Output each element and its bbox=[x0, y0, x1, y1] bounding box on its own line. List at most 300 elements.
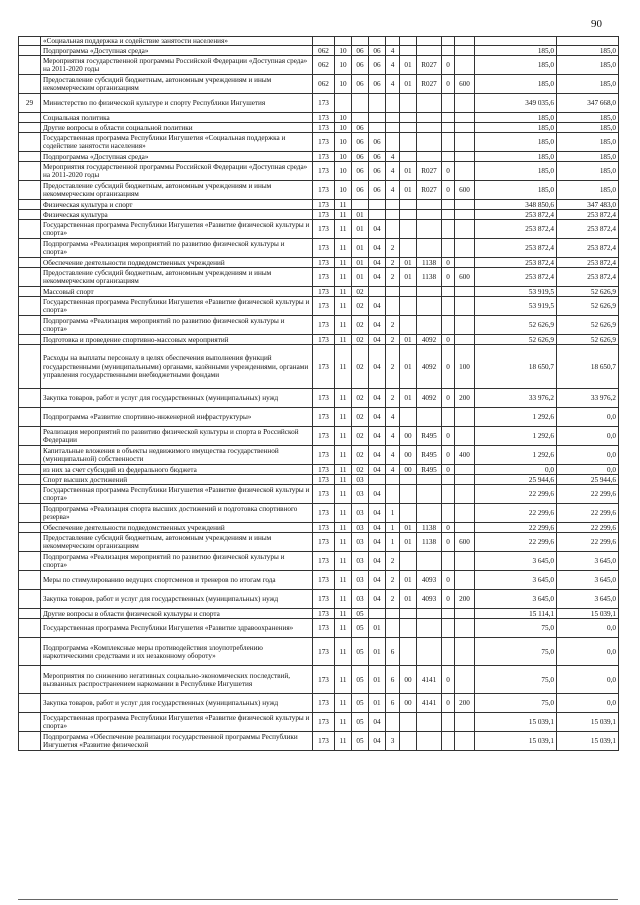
code-subprogram: 1 bbox=[386, 533, 400, 552]
code-subprogram: 4 bbox=[386, 465, 400, 475]
code-subprogram: 4 bbox=[386, 56, 400, 75]
code-section: 11 bbox=[335, 258, 352, 268]
code-subprogram: 6 bbox=[386, 666, 400, 694]
table-body bbox=[19, 37, 619, 751]
amount-2020: 15 039,1 bbox=[557, 713, 619, 732]
code-extra bbox=[442, 210, 455, 220]
code-program: 04 bbox=[369, 220, 386, 239]
row-number bbox=[19, 465, 41, 475]
budget-table bbox=[18, 36, 619, 751]
row-number bbox=[19, 200, 41, 210]
row-name: Расходы на выплаты персоналу в целях обеспечения выполнения функций государственными (муниципальными) органами, казёнными учреждениями, органами управления государственными внебюджетными фондами bbox=[41, 345, 313, 389]
code-expense-type bbox=[455, 152, 475, 162]
row-number bbox=[19, 571, 41, 590]
code-subprogram bbox=[386, 123, 400, 133]
code-program bbox=[369, 94, 386, 113]
row-name: Государственная программа Республики Ингушетия «Развитие физической культуры и спорта» bbox=[41, 297, 313, 316]
code-section: 11 bbox=[335, 666, 352, 694]
amount-2020: 52 626,9 bbox=[557, 335, 619, 345]
code-subprogram: 2 bbox=[386, 239, 400, 258]
amount-2019: 75,0 bbox=[475, 638, 557, 666]
row-name: Другие вопросы в области социальной политики bbox=[41, 123, 313, 133]
row-name: Подпрограмма «Доступная среда» bbox=[41, 152, 313, 162]
table-row bbox=[19, 268, 619, 287]
code-subsection: 02 bbox=[352, 287, 369, 297]
code-program bbox=[369, 609, 386, 619]
amount-2020: 185,0 bbox=[557, 123, 619, 133]
amount-2020: 347 483,0 bbox=[557, 200, 619, 210]
code-program: 04 bbox=[369, 345, 386, 389]
amount-2019: 253 872,4 bbox=[475, 220, 557, 239]
code-subprogram bbox=[386, 210, 400, 220]
code-subsection bbox=[352, 200, 369, 210]
code-event bbox=[400, 200, 417, 210]
amount-2019: 53 919,5 bbox=[475, 297, 557, 316]
code-program: 04 bbox=[369, 732, 386, 751]
row-number bbox=[19, 389, 41, 408]
code-section: 11 bbox=[335, 427, 352, 446]
code-direction: 1138 bbox=[417, 523, 442, 533]
code-subprogram: 2 bbox=[386, 552, 400, 571]
code-ministry: 173 bbox=[313, 571, 335, 590]
code-expense-type: 600 bbox=[455, 75, 475, 94]
code-subsection: 05 bbox=[352, 713, 369, 732]
code-direction bbox=[417, 37, 442, 46]
code-subsection: 01 bbox=[352, 210, 369, 220]
code-event: 01 bbox=[400, 181, 417, 200]
row-number bbox=[19, 619, 41, 638]
code-ministry: 173 bbox=[313, 523, 335, 533]
amount-2020: 0,0 bbox=[557, 427, 619, 446]
code-direction bbox=[417, 113, 442, 123]
code-section: 10 bbox=[335, 113, 352, 123]
code-subsection: 03 bbox=[352, 485, 369, 504]
code-extra: 0 bbox=[442, 446, 455, 465]
code-extra bbox=[442, 485, 455, 504]
table-row bbox=[19, 162, 619, 181]
code-direction bbox=[417, 94, 442, 113]
code-subsection: 02 bbox=[352, 297, 369, 316]
code-extra: 0 bbox=[442, 162, 455, 181]
code-ministry: 173 bbox=[313, 94, 335, 113]
table-row bbox=[19, 465, 619, 475]
amount-2019: 18 650,7 bbox=[475, 345, 557, 389]
code-subsection bbox=[352, 94, 369, 113]
code-section: 11 bbox=[335, 590, 352, 609]
code-expense-type bbox=[455, 408, 475, 427]
code-subprogram bbox=[386, 485, 400, 504]
amount-2020: 347 668,0 bbox=[557, 94, 619, 113]
amount-2020 bbox=[557, 37, 619, 46]
code-direction: 4092 bbox=[417, 335, 442, 345]
code-subsection: 03 bbox=[352, 571, 369, 590]
amount-2019: 185,0 bbox=[475, 181, 557, 200]
amount-2019: 253 872,4 bbox=[475, 239, 557, 258]
row-name: Капитальные вложения в объекты недвижимого имущества государственной (муниципальной) собственности bbox=[41, 446, 313, 465]
table-row bbox=[19, 297, 619, 316]
code-extra bbox=[442, 133, 455, 152]
code-section: 11 bbox=[335, 694, 352, 713]
code-expense-type bbox=[455, 485, 475, 504]
code-event bbox=[400, 638, 417, 666]
code-subprogram bbox=[386, 609, 400, 619]
amount-2019: 22 299,6 bbox=[475, 504, 557, 523]
code-section: 11 bbox=[335, 533, 352, 552]
code-subsection: 03 bbox=[352, 533, 369, 552]
row-number bbox=[19, 475, 41, 485]
amount-2019: 0,0 bbox=[475, 465, 557, 475]
code-extra: 0 bbox=[442, 694, 455, 713]
code-event: 01 bbox=[400, 162, 417, 181]
code-subprogram bbox=[386, 619, 400, 638]
code-program: 04 bbox=[369, 258, 386, 268]
code-event bbox=[400, 287, 417, 297]
page-bottom-rule bbox=[18, 899, 618, 900]
table-row bbox=[19, 56, 619, 75]
code-subprogram: 4 bbox=[386, 152, 400, 162]
table-row bbox=[19, 239, 619, 258]
code-section: 11 bbox=[335, 609, 352, 619]
row-number bbox=[19, 732, 41, 751]
code-direction: R027 bbox=[417, 181, 442, 200]
code-extra bbox=[442, 220, 455, 239]
amount-2019: 52 626,9 bbox=[475, 316, 557, 335]
code-ministry: 173 bbox=[313, 533, 335, 552]
code-section: 11 bbox=[335, 408, 352, 427]
code-program: 04 bbox=[369, 713, 386, 732]
row-number bbox=[19, 287, 41, 297]
code-section: 11 bbox=[335, 210, 352, 220]
row-name: Подготовка и проведение спортивно-массовых мероприятий bbox=[41, 335, 313, 345]
code-ministry: 173 bbox=[313, 133, 335, 152]
code-subprogram bbox=[386, 37, 400, 46]
amount-2019: 253 872,4 bbox=[475, 268, 557, 287]
code-expense-type bbox=[455, 297, 475, 316]
code-program bbox=[369, 287, 386, 297]
amount-2020: 185,0 bbox=[557, 162, 619, 181]
code-direction bbox=[417, 485, 442, 504]
code-ministry: 173 bbox=[313, 316, 335, 335]
table-row bbox=[19, 181, 619, 200]
code-program: 04 bbox=[369, 239, 386, 258]
code-expense-type: 200 bbox=[455, 694, 475, 713]
code-subsection: 05 bbox=[352, 619, 369, 638]
code-subsection: 02 bbox=[352, 345, 369, 389]
code-program: 04 bbox=[369, 571, 386, 590]
code-direction bbox=[417, 609, 442, 619]
code-expense-type: 200 bbox=[455, 590, 475, 609]
code-section: 11 bbox=[335, 552, 352, 571]
code-extra: 0 bbox=[442, 335, 455, 345]
row-number bbox=[19, 123, 41, 133]
code-ministry: 173 bbox=[313, 162, 335, 181]
code-section: 11 bbox=[335, 475, 352, 485]
table-row bbox=[19, 475, 619, 485]
amount-2020: 18 650,7 bbox=[557, 345, 619, 389]
code-extra bbox=[442, 475, 455, 485]
code-program: 04 bbox=[369, 465, 386, 475]
amount-2020: 15 039,1 bbox=[557, 732, 619, 751]
code-expense-type bbox=[455, 210, 475, 220]
row-number bbox=[19, 552, 41, 571]
code-extra: 0 bbox=[442, 533, 455, 552]
code-expense-type bbox=[455, 94, 475, 113]
code-section: 11 bbox=[335, 345, 352, 389]
amount-2019: 348 850,6 bbox=[475, 200, 557, 210]
row-name: Закупка товаров, работ и услуг для государственных (муниципальных) нужд bbox=[41, 694, 313, 713]
code-ministry: 173 bbox=[313, 465, 335, 475]
code-extra bbox=[442, 46, 455, 56]
row-number bbox=[19, 590, 41, 609]
amount-2019: 253 872,4 bbox=[475, 210, 557, 220]
code-subprogram: 2 bbox=[386, 316, 400, 335]
code-event bbox=[400, 609, 417, 619]
code-program: 06 bbox=[369, 133, 386, 152]
row-number bbox=[19, 713, 41, 732]
table-row bbox=[19, 113, 619, 123]
code-expense-type bbox=[455, 316, 475, 335]
table-row bbox=[19, 123, 619, 133]
code-subprogram: 1 bbox=[386, 504, 400, 523]
code-section: 11 bbox=[335, 297, 352, 316]
code-expense-type bbox=[455, 200, 475, 210]
code-section: 11 bbox=[335, 571, 352, 590]
code-subprogram bbox=[386, 94, 400, 113]
amount-2020: 3 645,0 bbox=[557, 552, 619, 571]
code-expense-type bbox=[455, 46, 475, 56]
row-name: Предоставление субсидий бюджетным, автономным учреждениям и иным некоммерческим организациям bbox=[41, 268, 313, 287]
row-number bbox=[19, 113, 41, 123]
amount-2019: 75,0 bbox=[475, 694, 557, 713]
code-ministry: 173 bbox=[313, 732, 335, 751]
row-name: «Социальная поддержка и содействие занятости населения» bbox=[41, 37, 313, 46]
code-subprogram: 2 bbox=[386, 335, 400, 345]
code-expense-type bbox=[455, 239, 475, 258]
code-event bbox=[400, 239, 417, 258]
row-name: Подпрограмма «Реализация мероприятий по развитию физической культуры и спорта» bbox=[41, 316, 313, 335]
amount-2019: 22 299,6 bbox=[475, 523, 557, 533]
row-number bbox=[19, 56, 41, 75]
code-program bbox=[369, 475, 386, 485]
code-section: 11 bbox=[335, 504, 352, 523]
amount-2020: 185,0 bbox=[557, 46, 619, 56]
code-subprogram: 4 bbox=[386, 427, 400, 446]
code-event bbox=[400, 619, 417, 638]
table-row bbox=[19, 408, 619, 427]
code-section: 11 bbox=[335, 523, 352, 533]
amount-2020: 185,0 bbox=[557, 133, 619, 152]
code-direction bbox=[417, 408, 442, 427]
code-subsection: 01 bbox=[352, 268, 369, 287]
code-subprogram bbox=[386, 113, 400, 123]
code-extra: 0 bbox=[442, 571, 455, 590]
code-section: 11 bbox=[335, 485, 352, 504]
code-direction bbox=[417, 297, 442, 316]
code-program: 04 bbox=[369, 552, 386, 571]
code-subprogram: 2 bbox=[386, 258, 400, 268]
table-row bbox=[19, 638, 619, 666]
code-direction: 4093 bbox=[417, 590, 442, 609]
row-number bbox=[19, 335, 41, 345]
code-program bbox=[369, 123, 386, 133]
amount-2019: 53 919,5 bbox=[475, 287, 557, 297]
code-extra: 0 bbox=[442, 268, 455, 287]
code-subsection: 03 bbox=[352, 523, 369, 533]
code-extra bbox=[442, 37, 455, 46]
code-expense-type bbox=[455, 465, 475, 475]
code-extra bbox=[442, 552, 455, 571]
code-event bbox=[400, 220, 417, 239]
code-extra bbox=[442, 152, 455, 162]
code-section: 10 bbox=[335, 152, 352, 162]
code-subprogram: 6 bbox=[386, 694, 400, 713]
amount-2019: 1 292,6 bbox=[475, 408, 557, 427]
row-name: Закупка товаров, работ и услуг для государственных (муниципальных) нужд bbox=[41, 389, 313, 408]
code-subsection: 06 bbox=[352, 152, 369, 162]
code-direction: R027 bbox=[417, 56, 442, 75]
row-number bbox=[19, 75, 41, 94]
row-number: 29 bbox=[19, 94, 41, 113]
code-subprogram: 2 bbox=[386, 590, 400, 609]
code-direction bbox=[417, 239, 442, 258]
code-program: 06 bbox=[369, 181, 386, 200]
row-name: Подпрограмма «Доступная среда» bbox=[41, 46, 313, 56]
code-section: 11 bbox=[335, 268, 352, 287]
code-program: 04 bbox=[369, 389, 386, 408]
table-row bbox=[19, 210, 619, 220]
code-subprogram: 2 bbox=[386, 345, 400, 389]
amount-2019: 349 035,6 bbox=[475, 94, 557, 113]
code-subsection: 01 bbox=[352, 258, 369, 268]
code-subprogram: 2 bbox=[386, 571, 400, 590]
code-subprogram bbox=[386, 287, 400, 297]
amount-2019: 15 114,1 bbox=[475, 609, 557, 619]
row-number bbox=[19, 638, 41, 666]
code-direction bbox=[417, 220, 442, 239]
code-subsection: 02 bbox=[352, 335, 369, 345]
code-program: 04 bbox=[369, 504, 386, 523]
code-program bbox=[369, 113, 386, 123]
amount-2019: 22 299,6 bbox=[475, 485, 557, 504]
code-section: 11 bbox=[335, 732, 352, 751]
row-name: Мероприятия государственной программы Российской Федерации «Доступная среда» на 2011-2020 годы bbox=[41, 56, 313, 75]
code-ministry: 173 bbox=[313, 694, 335, 713]
table-row bbox=[19, 37, 619, 46]
amount-2020: 3 645,0 bbox=[557, 571, 619, 590]
row-number bbox=[19, 345, 41, 389]
code-section: 11 bbox=[335, 335, 352, 345]
code-event: 01 bbox=[400, 258, 417, 268]
code-program: 04 bbox=[369, 485, 386, 504]
code-expense-type bbox=[455, 713, 475, 732]
code-subsection: 06 bbox=[352, 56, 369, 75]
code-ministry: 173 bbox=[313, 210, 335, 220]
row-number bbox=[19, 446, 41, 465]
code-extra: 0 bbox=[442, 427, 455, 446]
code-direction bbox=[417, 210, 442, 220]
code-direction bbox=[417, 732, 442, 751]
code-extra bbox=[442, 200, 455, 210]
code-program bbox=[369, 210, 386, 220]
amount-2020: 52 626,9 bbox=[557, 297, 619, 316]
code-extra: 0 bbox=[442, 465, 455, 475]
code-expense-type bbox=[455, 552, 475, 571]
amount-2020: 22 299,6 bbox=[557, 533, 619, 552]
table-row bbox=[19, 446, 619, 465]
code-event: 01 bbox=[400, 523, 417, 533]
code-expense-type bbox=[455, 37, 475, 46]
table-row bbox=[19, 533, 619, 552]
code-ministry: 062 bbox=[313, 46, 335, 56]
code-ministry: 173 bbox=[313, 485, 335, 504]
code-expense-type: 600 bbox=[455, 181, 475, 200]
code-section: 11 bbox=[335, 446, 352, 465]
code-extra bbox=[442, 113, 455, 123]
code-ministry: 173 bbox=[313, 427, 335, 446]
row-number bbox=[19, 210, 41, 220]
table-row bbox=[19, 46, 619, 56]
code-event bbox=[400, 713, 417, 732]
page-number: 90 bbox=[591, 18, 602, 30]
row-name: Массовый спорт bbox=[41, 287, 313, 297]
code-extra: 0 bbox=[442, 666, 455, 694]
amount-2020: 0,0 bbox=[557, 408, 619, 427]
code-direction bbox=[417, 152, 442, 162]
row-name: Подпрограмма «Обеспечение реализации государственной программы Республики Ингушетия «Развитие физической bbox=[41, 732, 313, 751]
row-number bbox=[19, 133, 41, 152]
amount-2020: 185,0 bbox=[557, 56, 619, 75]
code-ministry: 173 bbox=[313, 504, 335, 523]
code-section: 11 bbox=[335, 316, 352, 335]
code-ministry: 173 bbox=[313, 200, 335, 210]
code-program: 06 bbox=[369, 46, 386, 56]
row-name: Подпрограмма «Комплексные меры противодействия злоупотреблению наркотическими средствами и их незаконному обороту» bbox=[41, 638, 313, 666]
code-direction bbox=[417, 46, 442, 56]
amount-2020: 253 872,4 bbox=[557, 210, 619, 220]
code-extra: 0 bbox=[442, 181, 455, 200]
code-expense-type: 200 bbox=[455, 389, 475, 408]
code-subprogram: 3 bbox=[386, 732, 400, 751]
amount-2020: 52 626,9 bbox=[557, 287, 619, 297]
amount-2019: 52 626,9 bbox=[475, 335, 557, 345]
code-event bbox=[400, 408, 417, 427]
code-event bbox=[400, 152, 417, 162]
code-ministry: 173 bbox=[313, 389, 335, 408]
code-event bbox=[400, 316, 417, 335]
code-expense-type bbox=[455, 571, 475, 590]
code-expense-type bbox=[455, 523, 475, 533]
row-number bbox=[19, 408, 41, 427]
amount-2019: 3 645,0 bbox=[475, 571, 557, 590]
code-ministry: 173 bbox=[313, 590, 335, 609]
code-event: 00 bbox=[400, 694, 417, 713]
amount-2019: 185,0 bbox=[475, 113, 557, 123]
code-subsection: 05 bbox=[352, 694, 369, 713]
row-number bbox=[19, 220, 41, 239]
code-subprogram: 4 bbox=[386, 46, 400, 56]
row-name: Предоставление субсидий бюджетным, автономным учреждениям и иным некоммерческим организациям bbox=[41, 75, 313, 94]
code-extra: 0 bbox=[442, 75, 455, 94]
amount-2020: 15 039,1 bbox=[557, 609, 619, 619]
amount-2019 bbox=[475, 37, 557, 46]
code-expense-type bbox=[455, 666, 475, 694]
code-subprogram: 2 bbox=[386, 268, 400, 287]
code-expense-type bbox=[455, 162, 475, 181]
code-ministry: 173 bbox=[313, 123, 335, 133]
row-name: Мероприятия государственной программы Российской Федерации «Доступная среда» на 2011-2020 годы bbox=[41, 162, 313, 181]
table-row bbox=[19, 609, 619, 619]
row-number bbox=[19, 268, 41, 287]
